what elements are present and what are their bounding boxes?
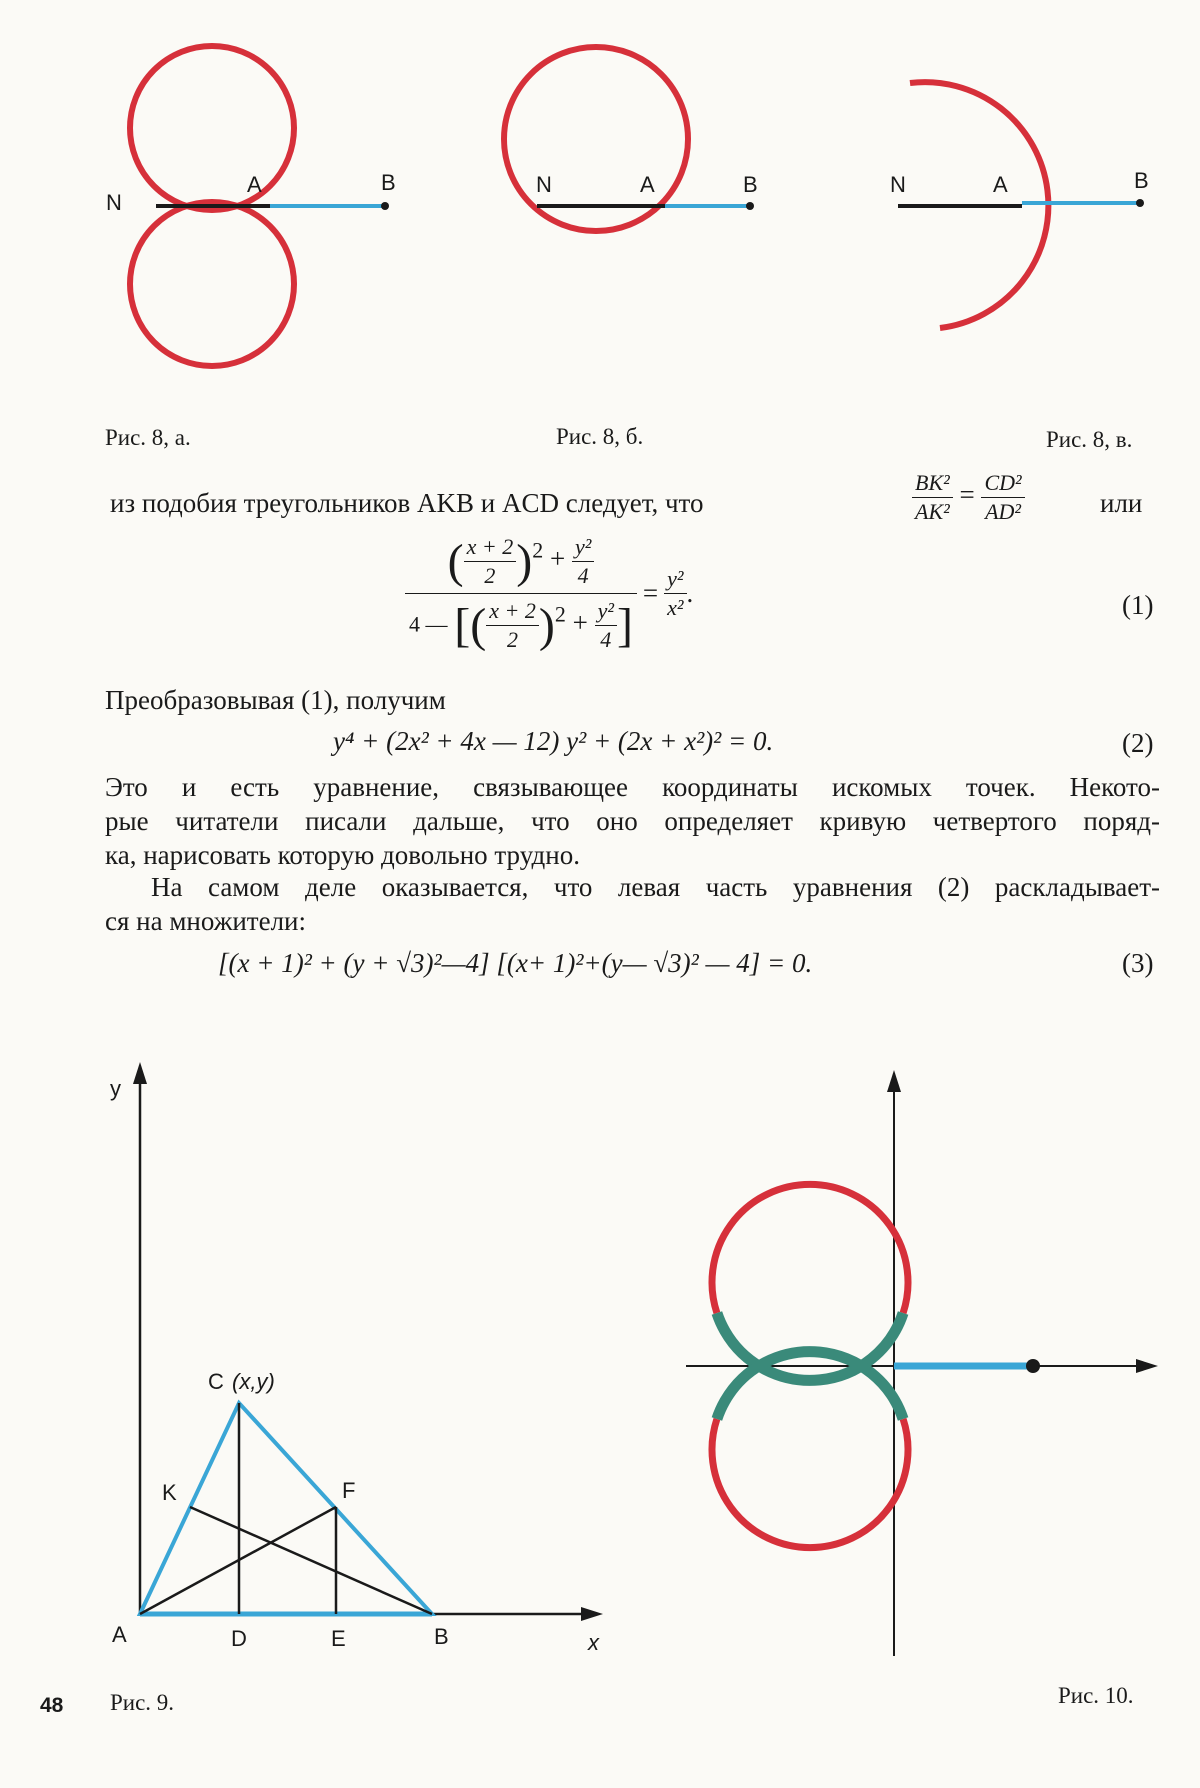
- ratio-left-den: AK²: [915, 499, 950, 524]
- equation-3: [(x + 1)² + (y + √3)²—4] [(x+ 1)²+(y— √3)² — 4] = 0.: [218, 948, 813, 978]
- fig8a-caption: Рис. 8, а.: [105, 425, 191, 450]
- fig9-label-c: C: [208, 1369, 224, 1394]
- fig8a-label-b: B: [381, 170, 396, 195]
- fig9-label-a: A: [112, 1622, 127, 1647]
- fig10-caption: Рис. 10.: [1058, 1683, 1134, 1708]
- fig8c-label-b: B: [1134, 168, 1149, 193]
- fig10-lower-red-arc: [712, 1419, 908, 1548]
- ratio-equals: =: [959, 479, 975, 510]
- fig9-label-k: K: [162, 1480, 177, 1505]
- eq1-rhs-den: x²: [667, 595, 684, 620]
- para3-line-1: Это и есть уравнение, связывающее координаты искомых точек. Некото-: [105, 772, 1160, 802]
- eq1-equals: =: [642, 578, 659, 608]
- eq1-num-plus: +: [549, 543, 566, 574]
- para3-line-2: рые читатели писали дальше, что оно определяет кривую четвертого поряд-: [105, 806, 1160, 836]
- fig10-upper-red-arc: [712, 1184, 908, 1313]
- eq1-den-exp: 2: [554, 601, 566, 627]
- fig8a-graphic: [106, 46, 396, 366]
- ratio-left-num: BK²: [912, 470, 953, 498]
- fig8b-label-n: N: [536, 172, 552, 197]
- paragraph-similarity: из подобия треугольников AKB и ACD следует, что: [110, 488, 704, 518]
- fig9-label-y: y: [110, 1076, 121, 1101]
- fig9-label-d: D: [231, 1626, 247, 1651]
- eq1-num-inner: x + 2: [464, 534, 517, 562]
- fig9-label-x: x: [588, 1630, 599, 1655]
- fig10-x-arrow: [1136, 1359, 1158, 1373]
- paragraph-transforming: Преобразовывая (1), получим: [105, 685, 446, 715]
- fig9-x-arrow: [581, 1607, 603, 1621]
- fig9-y-arrow: [133, 1062, 147, 1084]
- fig8b-circle: [504, 47, 688, 231]
- fig8c-point-b: [1136, 199, 1144, 207]
- equation-2: y⁴ + (2x² + 4x — 12) y² + (2x + x²)² = 0.: [333, 726, 774, 756]
- para4-line-2: ся на множители:: [105, 906, 307, 936]
- fig9-label-cxy: (x,y): [232, 1369, 275, 1394]
- eq1-den-y-den: 4: [600, 627, 612, 652]
- eq1-num-exp: 2: [532, 537, 544, 563]
- fig9-label-f: F: [342, 1478, 356, 1503]
- fig8c-caption: Рис. 8, в.: [1046, 427, 1133, 452]
- para3-line-3: ка, нарисовать которую довольно трудно.: [105, 840, 580, 870]
- eq1-denominator: 4 — [( $\frac{x + 2}{2}$ )$^2$ + $\frac{\text{y²}}{4}$ ]: [409, 598, 633, 652]
- paragraph-conclusion: [105, 770, 1160, 872]
- eq1-den-inner: x + 2: [486, 598, 539, 626]
- fig8c-graphic: [890, 82, 1149, 328]
- fig9-line-bk: [190, 1507, 432, 1614]
- fig8a-label-n: N: [106, 190, 122, 215]
- fig8b-label-b: B: [743, 172, 758, 197]
- fig8a-lower-circle: [130, 202, 294, 366]
- eq2-number: (2): [1122, 728, 1154, 758]
- page-number: 48: [40, 1694, 64, 1717]
- fig8b-label-a: A: [640, 172, 655, 197]
- fig8c-label-n: N: [890, 172, 906, 197]
- fig8b-caption: Рис. 8, б.: [556, 424, 644, 449]
- fig8a-label-a: A: [247, 172, 262, 197]
- eq1-num-y-den: 4: [577, 563, 589, 588]
- fig10-y-arrow: [887, 1070, 901, 1092]
- para4-line-1: На самом деле оказывается, что левая часть уравнения (2) раскладывает-: [151, 872, 1160, 902]
- fig9-label-e: E: [331, 1626, 346, 1651]
- eq3-number: (3): [1122, 948, 1154, 978]
- eq1-fraction: [405, 534, 637, 653]
- eq1-rhs-num: y²: [664, 566, 686, 594]
- fig9-triangle-acb: [140, 1403, 432, 1614]
- eq1-den-inner-den: 2: [507, 627, 519, 652]
- equation-1: ( $\frac{x + 2}{2}$ )$^2$ + $\frac{\text{y²}}{4}$ 4 — [( $\frac{x + 2}{2}$ )$^2$ + $\frac{\text{y²}}{4}$ ] = $\frac{\text{y²}}{\text{x²}}$ .: [405, 534, 825, 653]
- fig8a-point-b: [381, 202, 389, 210]
- eq1-num-inner-den: 2: [484, 563, 496, 588]
- eq1-numerator: ( $\frac{x + 2}{2}$ )$^2$ + $\frac{\text{y²}}{4}$: [405, 534, 637, 594]
- ratio-right-num: CD²: [981, 470, 1024, 498]
- ratio-equation: [912, 470, 1025, 525]
- fig9-label-b: B: [434, 1624, 449, 1649]
- word-or: или: [1100, 488, 1143, 518]
- eq1-den-plus: +: [572, 607, 588, 638]
- fig8-drawing: [0, 0, 1200, 420]
- fig10-drawing: [640, 1060, 1200, 1660]
- eq1-num-y: y²: [572, 534, 594, 562]
- eq1-den-prefix: 4 —: [409, 611, 448, 637]
- fig8c-label-a: A: [993, 172, 1008, 197]
- fig8a-upper-circle: [130, 46, 294, 210]
- eq1-number: (1): [1122, 590, 1154, 620]
- eq1-den-y: y²: [595, 598, 617, 626]
- fig8b-graphic: [504, 47, 758, 231]
- fig8b-point-b: [746, 202, 754, 210]
- fig9-drawing: [0, 1060, 640, 1700]
- paragraph-factorization: [105, 870, 1160, 938]
- ratio-right-den: AD²: [985, 499, 1021, 524]
- fig9-caption: Рис. 9.: [110, 1690, 175, 1715]
- fig10-point: [1026, 1359, 1040, 1373]
